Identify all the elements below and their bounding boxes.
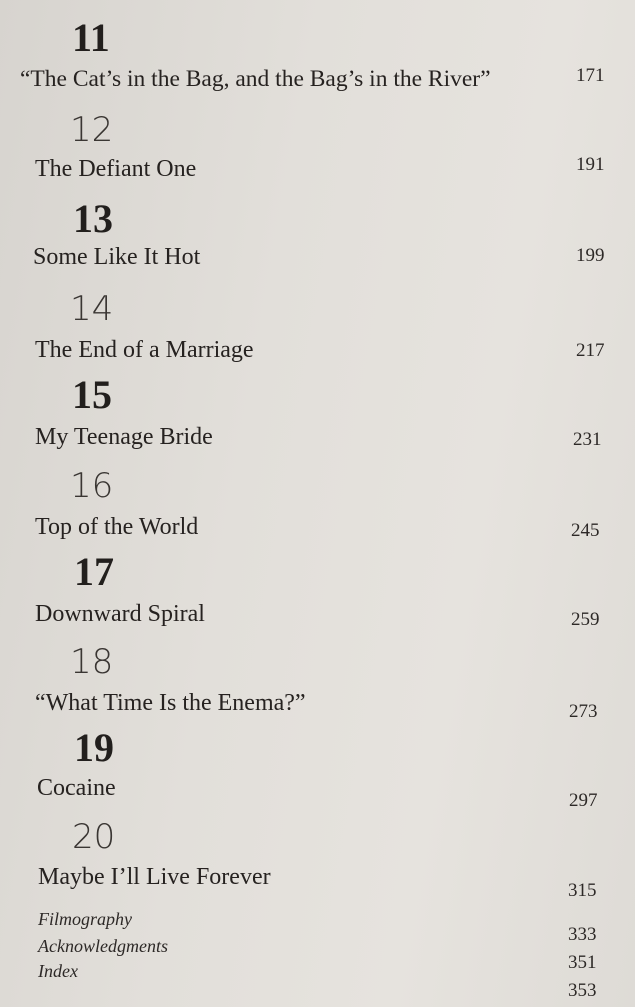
chapter-title: Downward Spiral: [35, 601, 205, 627]
bleed-through-text: [410, 122, 414, 142]
chapter-page-number: 245: [571, 520, 600, 541]
chapter-title: My Teenage Bride: [35, 424, 213, 450]
chapter-title: Maybe I’ll Live Forever: [38, 864, 271, 890]
chapter-title: Cocaine: [37, 775, 116, 801]
back-matter-title: Acknowledgments: [38, 936, 168, 956]
chapter-title: “The Cat’s in the Bag, and the Bag’s in the River”: [20, 66, 491, 92]
chapter-page-number: 199: [576, 245, 605, 266]
back-matter-page-number: 351: [568, 952, 597, 973]
chapter-number: 20: [72, 817, 116, 857]
back-matter-title: Index: [38, 961, 78, 981]
chapter-page-number: 171: [576, 65, 605, 86]
chapter-title: “What Time Is the Enema?”: [35, 690, 306, 716]
chapter-number: 13: [73, 196, 113, 241]
chapter-title: The Defiant One: [35, 156, 197, 182]
chapter-page-number: 297: [569, 790, 598, 811]
chapter-number: 11: [72, 15, 110, 60]
chapter-number: 15: [72, 372, 112, 417]
chapter-page-number: 231: [573, 429, 602, 450]
chapter-title: The End of a Marriage: [35, 337, 254, 363]
chapter-page-number: 273: [569, 701, 598, 722]
chapter-number: 12: [70, 110, 114, 150]
chapter-title: Some Like It Hot: [33, 244, 201, 270]
chapter-number: 17: [74, 549, 114, 594]
back-matter-page-number: 353: [568, 980, 597, 1001]
back-matter-page-number: 333: [568, 924, 597, 945]
chapter-page-number: 191: [576, 154, 605, 175]
chapter-title: Top of the World: [35, 514, 199, 540]
chapter-page-number: 315: [568, 880, 597, 901]
chapter-page-number: 259: [571, 609, 600, 630]
chapter-number: 18: [70, 642, 114, 682]
chapter-number: 19: [74, 725, 114, 770]
back-matter-title: Filmography: [38, 909, 132, 929]
chapter-number: 16: [70, 466, 114, 506]
chapter-number: 14: [70, 289, 114, 329]
chapter-page-number: 217: [576, 340, 605, 361]
